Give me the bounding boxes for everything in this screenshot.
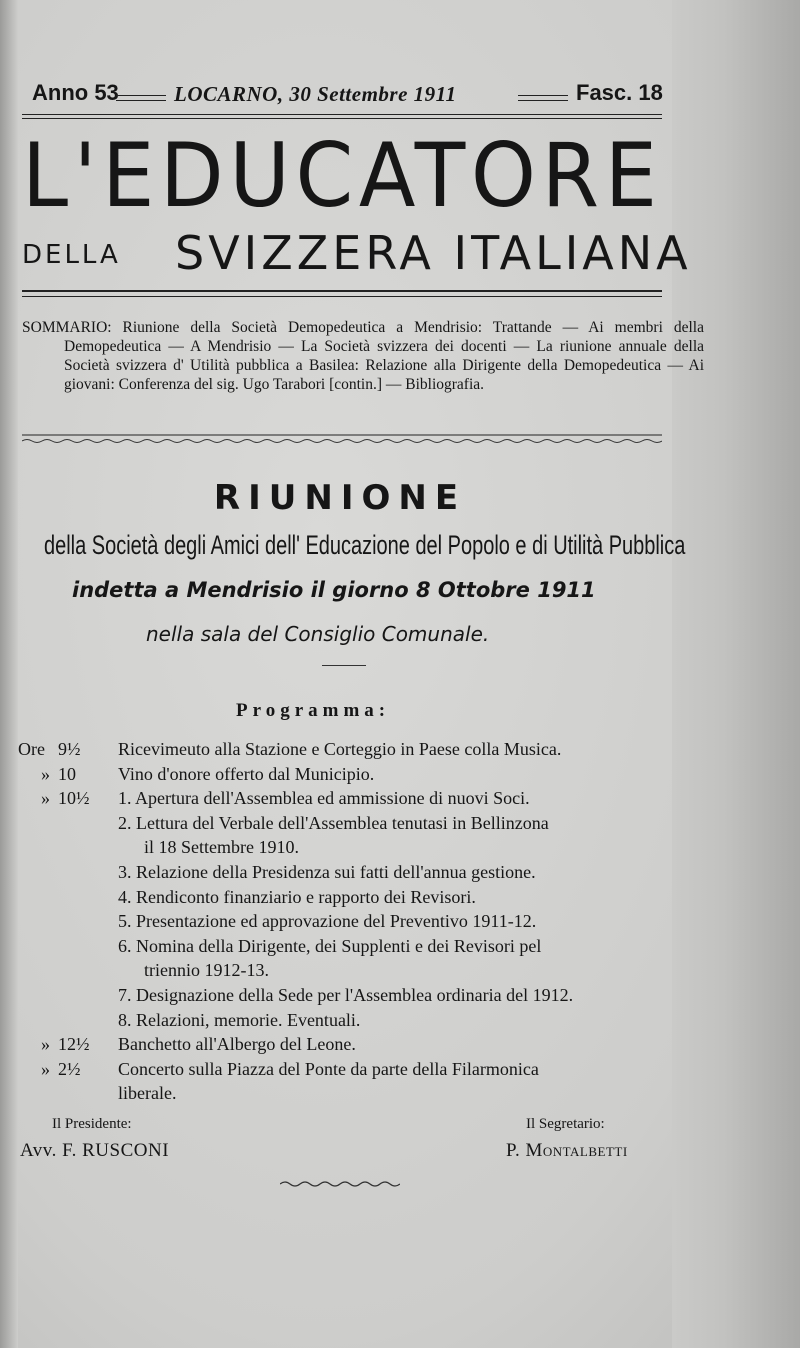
- schedule-text: 2. Lettura del Verbale dell'Assemblea tenutasi in Bellinzona: [118, 812, 549, 833]
- schedule-time-prefix: »: [41, 1058, 50, 1079]
- schedule-time-value: 12½: [58, 1034, 90, 1055]
- sommario-text: : Riunione della Società Demopedeutica a Mendrisio: Trattande — Ai membri della Demopedeutica — A Mendrisio — La Società svizzera dei docenti — La riunione annuale della Società svizzera d' Utilità pubblica a Basilea: Relazione alla Dirigente della Demopedeutica — Ai giovani: Conferenza del sig. Ugo Tarabori [contin.] — Bibliografia.: [64, 319, 704, 393]
- schedule-time: [18, 787, 106, 809]
- schedule-text: 4. Rendiconto finanziario e rapporto dei Revisori.: [118, 886, 476, 907]
- short-divider: [322, 665, 366, 666]
- closing-ornament: [280, 1178, 400, 1190]
- wavy-rule: [22, 432, 662, 446]
- schedule-time: [18, 910, 106, 932]
- schedule-text: 3. Relazione della Presidenza sui fatti dell'annua gestione.: [118, 862, 536, 882]
- masthead-rule: [22, 296, 662, 297]
- header-double-rule: [518, 95, 568, 101]
- issue-number: Fasc. 18: [576, 80, 663, 105]
- programma-heading: Programma:: [236, 700, 391, 721]
- schedule-time-prefix: »: [41, 763, 50, 784]
- schedule-text: 5. Presentazione ed approvazione del Preventivo 1911-12.: [118, 911, 537, 932]
- schedule-time-value: 10½: [58, 788, 90, 809]
- page-gutter-shadow: [0, 0, 18, 1348]
- president-role: Il Presidente:: [52, 1116, 132, 1132]
- place-date: LOCARNO, 30 Settembre 1911: [174, 82, 457, 106]
- masthead-rule: [22, 290, 662, 292]
- issue-year: Anno 53: [32, 80, 119, 105]
- schedule-time-prefix: Ore: [18, 739, 45, 759]
- schedule-time-prefix: »: [41, 788, 50, 809]
- schedule-text: 6. Nomina della Dirigente, dei Supplenti e dei Revisori pel: [118, 935, 542, 956]
- schedule-time: [18, 935, 106, 957]
- announcement-heading: RIUNIONE: [213, 478, 467, 518]
- schedule-time: [18, 984, 106, 1006]
- secretary-name: P. Montalbetti: [506, 1140, 628, 1161]
- masthead-della: DELLA: [22, 240, 121, 270]
- schedule-text: 7. Designazione della Sede per l'Assemblea ordinaria del 1912.: [118, 985, 574, 1005]
- header-double-rule: [116, 95, 166, 101]
- schedule-text: 1. Apertura dell'Assemblea ed ammissione di nuovi Soci.: [118, 788, 530, 809]
- schedule-time: [18, 738, 106, 760]
- schedule-text: il 18 Settembre 1910.: [144, 837, 299, 858]
- header-rule: [22, 118, 662, 119]
- schedule-time-value: 10: [58, 763, 76, 784]
- schedule-time: [18, 1009, 106, 1031]
- masthead-title: L'EDUCATORE: [22, 124, 663, 227]
- schedule-text: triennio 1912-13.: [144, 960, 269, 981]
- schedule-time-value: 9½: [58, 739, 81, 759]
- schedule-time-prefix: »: [41, 1034, 50, 1055]
- schedule-time: [18, 886, 106, 908]
- masthead-subtitle: SVIZZERA ITALIANA: [175, 226, 692, 280]
- schedule-time-value: 2½: [58, 1058, 81, 1079]
- meeting-location: nella sala del Consiglio Comunale.: [146, 622, 490, 646]
- sommario-label: SOMMARIO: [22, 319, 108, 336]
- schedule-text: liberale.: [118, 1083, 177, 1104]
- president-name: Avv. F. RUSCONI: [20, 1140, 170, 1161]
- meeting-date: indetta a Mendrisio il giorno 8 Ottobre 1911: [72, 578, 596, 602]
- society-name: della Società degli Amici dell' Educazione del Popolo e di Utilità Pubblica: [44, 530, 686, 560]
- schedule-time: [18, 812, 106, 834]
- schedule-time: [18, 1058, 106, 1080]
- schedule-text: Banchetto all'Albergo del Leone.: [118, 1034, 356, 1055]
- schedule-text: Vino d'onore offerto dal Municipio.: [118, 763, 375, 784]
- secretary-role: Il Segretario:: [526, 1116, 605, 1132]
- header-rule: [22, 114, 662, 115]
- schedule-text: Concerto sulla Piazza del Ponte da parte della Filarmonica: [118, 1058, 539, 1079]
- schedule-time: [18, 861, 106, 883]
- schedule-time: [18, 763, 106, 785]
- schedule-text: Ricevimeuto alla Stazione e Corteggio in Paese colla Musica.: [118, 739, 562, 759]
- schedule-time: [18, 1033, 106, 1055]
- sommario-block: [22, 318, 704, 394]
- binding-margin: [672, 0, 800, 1348]
- schedule-text: 8. Relazioni, memorie. Eventuali.: [118, 1009, 361, 1030]
